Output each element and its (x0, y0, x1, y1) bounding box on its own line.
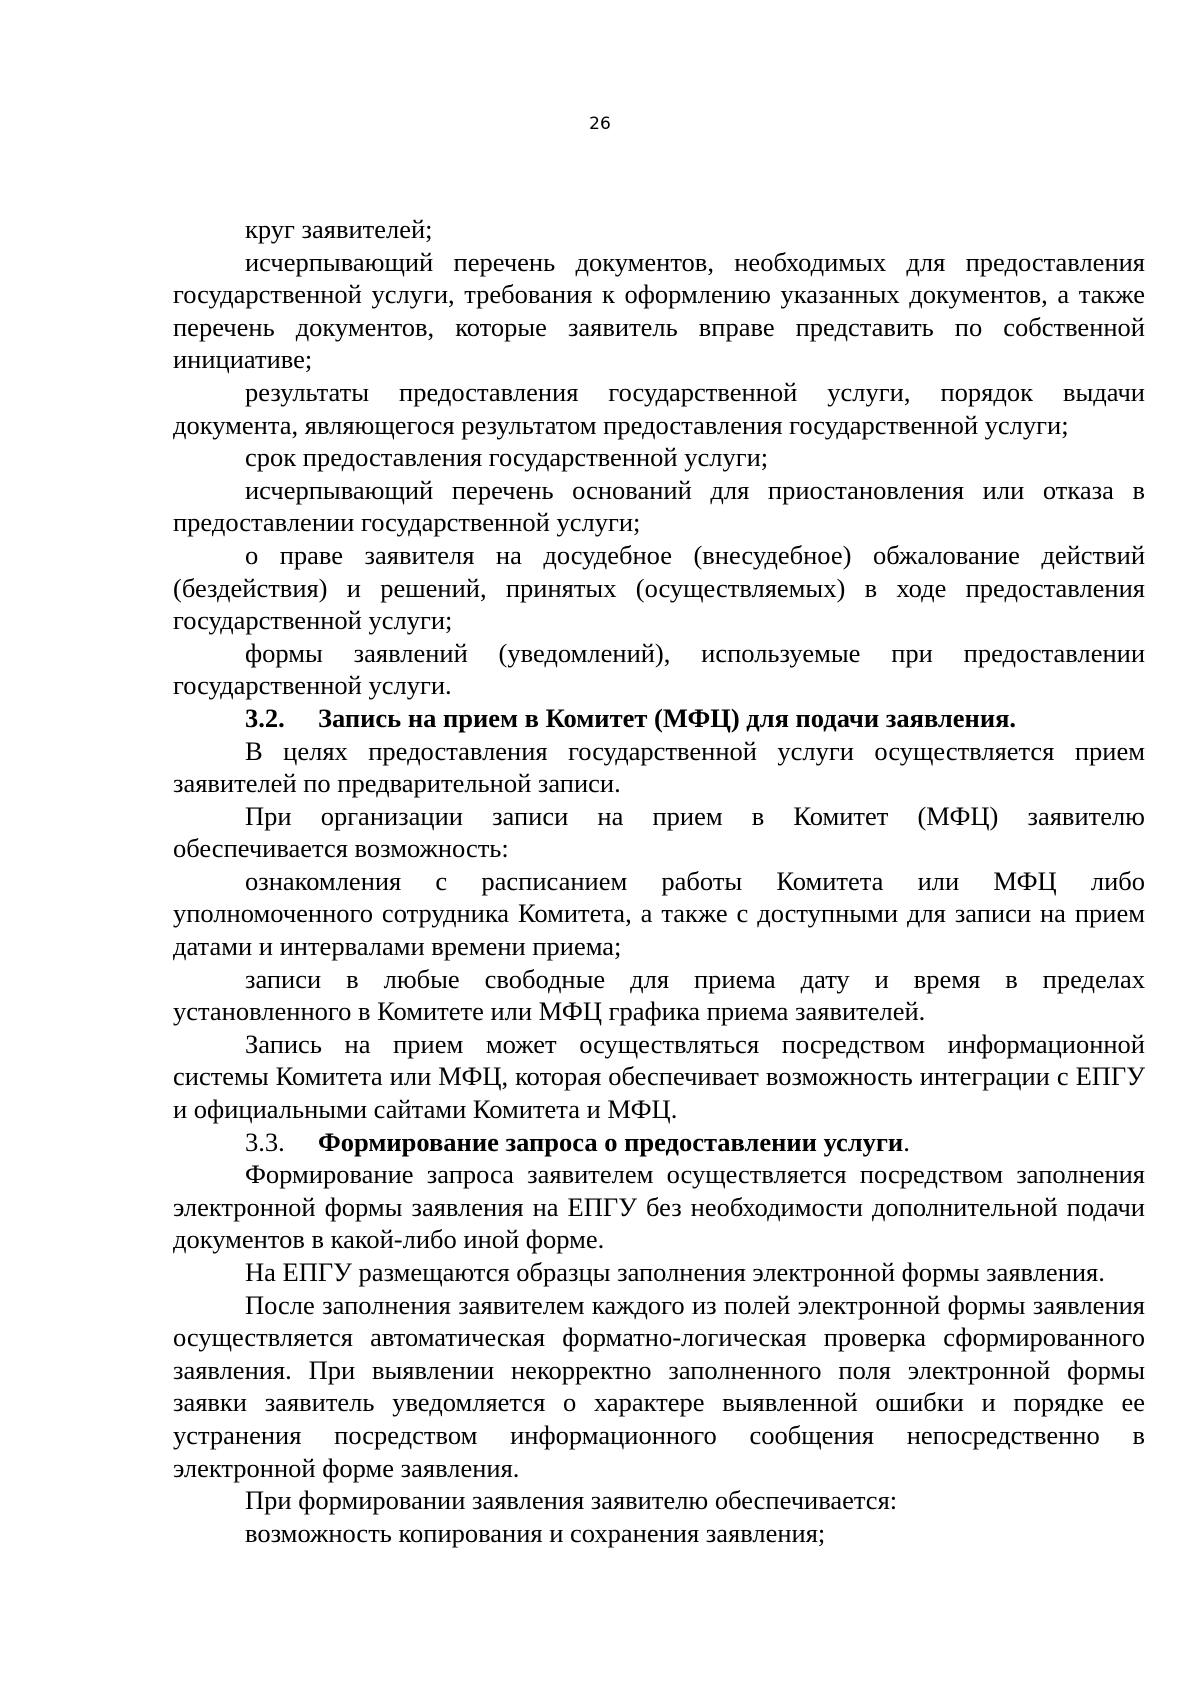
paragraph: После заполнения заявителем каждого из полей электронной формы заявления осуществляется автоматическая форматно-логическая проверка сформированного заявления. При выявлении некорректно заполненного поля электронной формы заявки заявитель уведомляется о характере выявленной ошибки и порядке ее устранения посредством информационного сообщения непосредственно в электронной форме заявления. (173, 1289, 1145, 1483)
section-heading-3-3 (173, 1126, 1145, 1159)
section-heading-3-2 (173, 702, 1145, 735)
paragraph: результаты предоставления государственной услуги, порядок выдачи документа, являющегося результатом предоставления государственной услуги; (173, 376, 1145, 440)
paragraph: ознакомления с расписанием работы Комитета или МФЦ либо уполномоченного сотрудника Комитета, а также с доступными для записи на прием датами и интервалами времени приема; (173, 865, 1145, 962)
section-title-end: . (903, 1126, 910, 1157)
paragraph: Формирование запроса заявителем осуществляется посредством заполнения электронной формы заявления на ЕПГУ без необходимости дополнительной подачи документов в какой-либо иной форме. (173, 1159, 1145, 1255)
section-title: Запись на прием в Комитет (МФЦ) для подачи заявления. (318, 702, 1017, 733)
paragraph: записи в любые свободные для приема дату и время в пределах установленного в Комитете или МФЦ графика приема заявителей. (173, 963, 1145, 1027)
paragraph: круг заявителей; (245, 214, 433, 244)
paragraph: При формировании заявления заявителю обеспечивается: (245, 1485, 898, 1516)
paragraph: исчерпывающий перечень оснований для приостановления или отказа в предоставлении государственной услуги; (173, 474, 1145, 538)
paragraph: На ЕПГУ размещаются образцы заполнения электронной формы заявления. (245, 1257, 1105, 1287)
section-number: 3.3. (245, 1126, 285, 1157)
paragraph: При организации записи на прием в Комитет (МФЦ) заявителю обеспечивается возможность: (173, 800, 1145, 864)
section-number: 3.2. (245, 702, 285, 733)
document-body (173, 213, 1145, 1549)
paragraph: о праве заявителя на досудебное (внесудебное) обжалование действий (бездействия) и решений, принятых (осуществляемых) в ходе предоставления государственной услуги; (173, 539, 1145, 636)
paragraph: возможность копирования и сохранения заявления; (245, 1517, 826, 1548)
section-title: Формирование запроса о предоставлении услуги (318, 1126, 904, 1157)
paragraph: формы заявлений (уведомлений), используемые при предоставлении государственной услуги. (173, 637, 1145, 701)
paragraph: Запись на прием может осуществляться посредством информационной системы Комитета или МФЦ, которая обеспечивает возможность интеграции с ЕПГУ и официальными сайтами Комитета и МФЦ. (173, 1028, 1145, 1125)
paragraph: срок предоставления государственной услуги; (245, 442, 769, 473)
paragraph: исчерпывающий перечень документов, необходимых для предоставления государственной услуги, требования к оформлению указанных документов, а также перечень документов, которые заявитель вправе представить по собственной инициативе; (173, 246, 1145, 375)
paragraph: В целях предоставления государственной услуги осуществляется прием заявителей по предварительной записи. (173, 735, 1145, 799)
page-number: 26 (589, 114, 611, 134)
